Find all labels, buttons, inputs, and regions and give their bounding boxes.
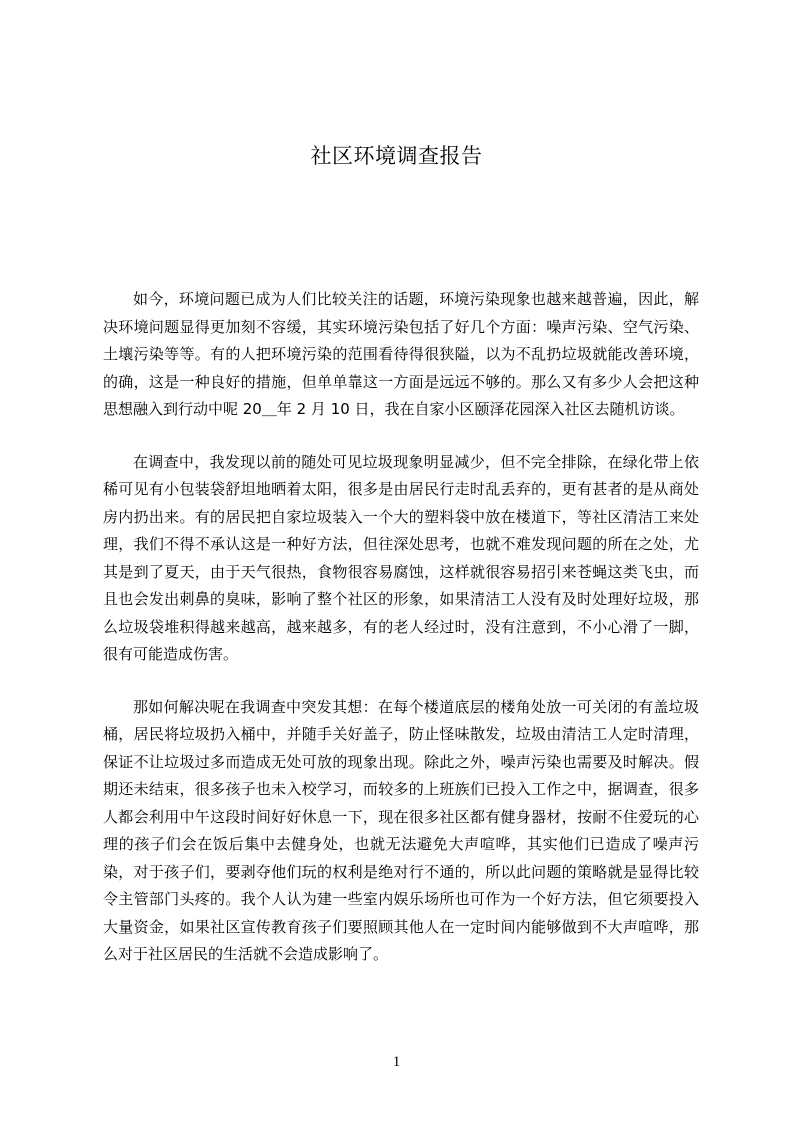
document-body xyxy=(103,286,699,994)
page-number: 1 xyxy=(392,1054,401,1070)
paragraph-investigation: 在调查中，我发现以前的随处可见垃圾现象明显减少，但不完全排除，在绿化带上依稀可见有小包装袋舒坦地晒着太阳，很多是由居民行走时乱丢弃的，更有甚者的是从商处房内扔出来。有的居民把自家垃圾装入一个大的塑料袋中放在楼道下，等社区清洁工来处理，我们不得不承认这是一种好方法，但往深处思考，也就不难发现问题的所在之处，尤其是到了夏天，由于天气很热，食物很容易腐蚀，这样就很容易招引来苍蝇这类飞虫，而且也会发出刺鼻的臭味，影响了整个社区的形象，如果清洁工人没有及时处理好垃圾，那么垃圾袋堆积得越来越高，越来越多，有的老人经过时，没有注意到，不小心滑了一脚，很有可能造成伤害。 xyxy=(103,452,699,663)
document-title: 社区环境调查报告 xyxy=(310,144,483,168)
paragraph-solutions: 那如何解决呢在我调查中突发其想：在每个楼道底层的楼角处放一可关闭的有盖垃圾桶，居民将垃圾扔入桶中，并随手关好盖子，防止怪味散发，垃圾由清洁工人定时清理，保证不让垃圾过多而造成无处可放的现象出现。除此之外，噪声污染也需要及时解决。假期还未结束，很多孩子也未入校学习，而较多的上班族们已投入工作之中，据调查，很多人都会利用中午这段时间好好休息一下，现在很多社区都有健身器材，按耐不住爱玩的心理的孩子们会在饭后集中去健身处，也就无法避免大声喧哗，其实他们已造成了噪声污染，对于孩子们，要剥夺他们玩的权利是绝对行不通的，所以此问题的策略就是显得比较令主管部门头疼的。我个人认为建一些室内娱乐场所也可作为一个好方法，但它须要投入大量资金，如果社区宣传教育孩子们要照顾其他人在一定时间内能够做到不大声喧哗，那么对于社区居民的生活就不会造成影响了。 xyxy=(103,697,699,963)
paragraph-introduction: 如今，环境问题已成为人们比较关注的话题，环境污染现象也越来越普遍，因此，解决环境问题显得更加刻不容缓，其实环境污染包括了好几个方面：噪声污染、空气污染、土壤污染等等。有的人把环境污染的范围看待得很狭隘，以为不乱扔垃圾就能改善环境，的确，这是一种良好的措施，但单单靠这一方面是远远不够的。那么又有多少人会把这种思想融入到行动中呢 20＿年 2 月 10 日，我在自家小区颐泽花园深入社区去随机访谈。 xyxy=(103,290,699,418)
